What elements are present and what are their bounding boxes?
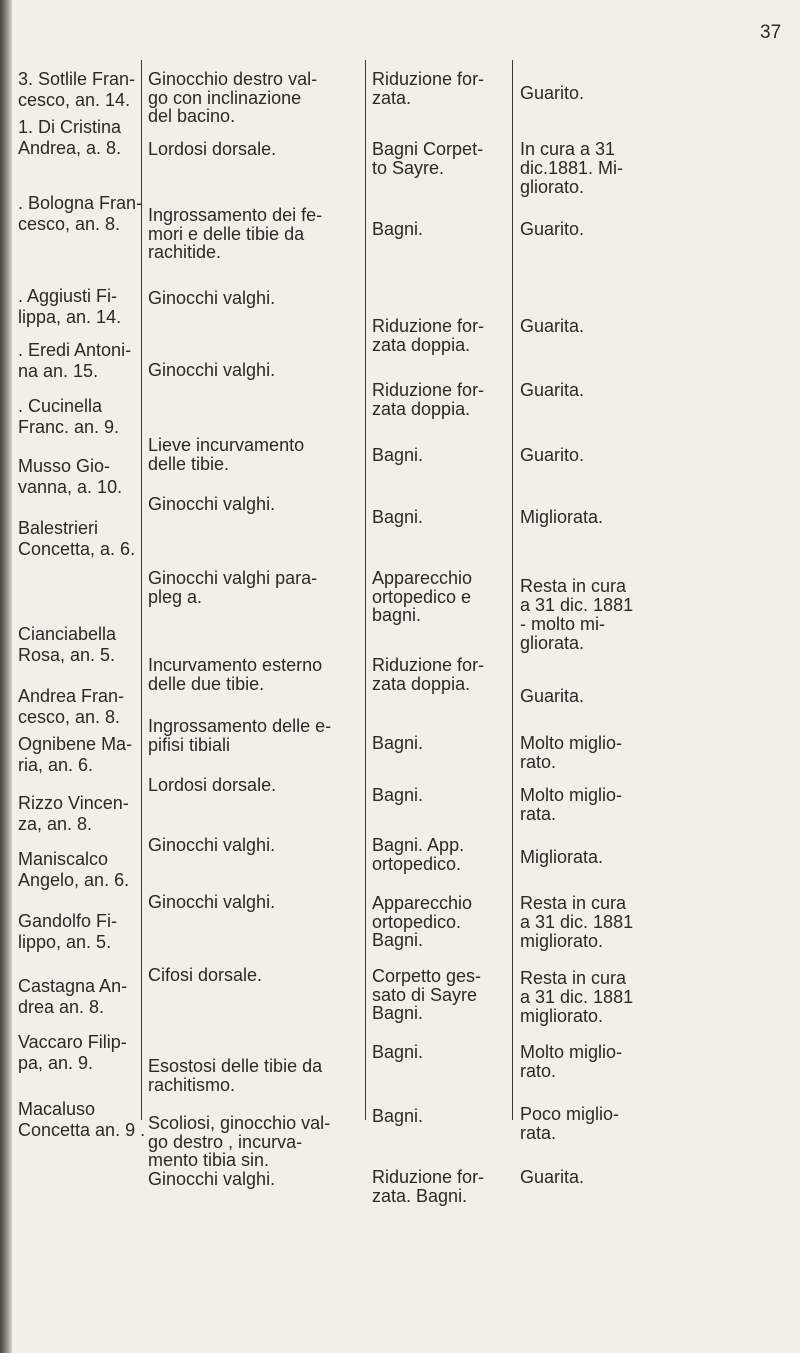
outcome-text: Migliorata. [520,847,604,867]
outcome-text: a 31 dic. 1881 [520,987,634,1007]
patient-text: . Cucinella [18,396,103,416]
outcome-text: a 31 dic. 1881 [520,595,634,615]
patient-text: Maniscalco [18,849,109,869]
diagnosis-text: pifisi tibiali [148,734,231,755]
treatment-text: Bagni. [372,1003,424,1023]
outcome-text: rato. [520,1061,557,1081]
patient-text: lippo, an. 5. [18,931,112,952]
diagnosis-text: rachitide. [148,242,222,262]
patient-text: vanna, a. 10. [18,476,123,497]
treatment-text: Bagni. [372,930,424,950]
patient-text: . Aggiusti Fi- [18,286,118,306]
outcome-text: Guarito. [520,445,585,465]
treatment-text: Bagni. [372,507,424,527]
treatment-text: Riduzione for- [372,380,485,400]
patient-text: Macaluso [18,1099,96,1119]
page-number: 37 [760,22,782,43]
treatment-text: Apparecchio [372,568,473,588]
diagnosis-text: go destro , incurva- [148,1131,303,1152]
diagnosis-text: Scoliosi, ginocchio val- [148,1113,331,1133]
patient-text: . Eredi Antoni- [18,340,132,360]
patient-text: Rosa, an. 5. [18,644,116,665]
patient-text: ria, an. 6. [18,754,94,775]
outcome-text: a 31 dic. 1881 [520,912,634,932]
treatment-text: ortopedico. [372,911,462,932]
patient-text: Vaccaro Filip- [18,1032,127,1052]
diagnosis-text: Lordosi dorsale. [148,775,277,795]
treatment-text: Riduzione for- [372,1167,485,1187]
treatment-text: Bagni Corpet- [372,139,484,159]
treatment-text: zata doppia. [372,673,471,694]
treatment-text: Bagni. [372,785,424,805]
treatment-text: Riduzione for- [372,655,485,675]
patient-text: . Bologna Fran- [18,193,143,213]
diagnosis-text: Ginocchi valghi. [148,288,276,308]
patient-text: cesco, an. 14. [18,89,131,110]
diagnosis-text: Cifosi dorsale. [148,965,263,985]
outcome-text: Guarita. [520,316,585,336]
patient-text: Franc. an. 9. [18,416,120,437]
outcome-text: Resta in cura [520,893,627,913]
patient-text: lippa, an. 14. [18,306,122,327]
patient-text: Concetta an. 9 . [18,1119,146,1140]
outcome-text: Resta in cura [520,968,627,988]
treatment-text: Bagni. App. [372,835,465,855]
outcome-text: In cura a 31 [520,139,616,159]
diagnosis-text: Lieve incurvamento [148,435,305,455]
patient-text: Castagna An- [18,976,128,996]
outcome-text: dic.1881. Mi- [520,158,624,178]
diagnosis-text: Incurvamento esterno [148,655,323,675]
treatment-text: sato di Sayre [372,984,478,1005]
patient-text: Gandolfo Fi- [18,911,118,931]
patient-text: na an. 15. [18,360,99,381]
outcome-text: Guarita. [520,686,585,706]
outcome-text: Guarita. [520,380,585,400]
patient-text: Andrea Fran- [18,686,125,706]
outcome-text: Molto miglio- [520,785,623,805]
column-rule [365,60,366,1120]
diagnosis-text: Ginocchi valghi para- [148,568,318,588]
diagnosis-text: Ingrossamento dei fe- [148,205,323,225]
patient-text: cesco, an. 8. [18,706,121,727]
treatment-text: to Sayre. [372,157,445,178]
patient-text: Andrea, a. 8. [18,137,122,158]
diagnosis-text: delle due tibie. [148,673,265,694]
patient-text: 3. Sotlile Fran- [18,69,136,89]
patient-text: Ognibene Ma- [18,734,133,754]
patient-text: cesco, an. 8. [18,213,121,234]
treatment-text: ortopedico e [372,586,472,607]
diagnosis-text: Ingrossamento delle e- [148,716,332,736]
outcome-text: rata. [520,1123,557,1143]
diagnosis-text: go con inclinazione [148,87,302,108]
outcome-text: - molto mi- [520,614,605,634]
outcome-text: gliorato. [520,177,585,197]
patient-text: Concetta, a. 6. [18,538,136,559]
outcome-text: Migliorata. [520,507,604,527]
patient-text: Cianciabella [18,624,117,644]
diagnosis-text: Lordosi dorsale. [148,139,277,159]
treatment-text: Bagni. [372,445,424,465]
outcome-text: Guarito. [520,83,585,103]
diagnosis-text: delle tibie. [148,453,230,474]
treatment-text: Riduzione for- [372,316,485,336]
treatment-text: zata. Bagni. [372,1185,468,1206]
treatment-text: Bagni. [372,1042,424,1062]
treatment-text: Corpetto ges- [372,966,482,986]
treatment-text: zata doppia. [372,334,471,355]
patient-text: 1. Di Cristina [18,117,122,137]
outcome-text: Molto miglio- [520,733,623,753]
patient-text: Balestrieri [18,518,99,538]
outcome-text: Guarita. [520,1167,585,1187]
patient-text: Musso Gio- [18,456,111,476]
patient-text: za, an. 8. [18,813,93,834]
outcome-text: Molto miglio- [520,1042,623,1062]
diagnosis-text: Ginocchi valghi. [148,835,276,855]
outcome-text: rato. [520,752,557,772]
diagnosis-text: mento tibia sin. [148,1150,270,1170]
outcome-text: Guarito. [520,219,585,239]
outcome-text: Resta in cura [520,576,627,596]
diagnosis-text: Ginocchi valghi. [148,892,276,912]
treatment-text: zata doppia. [372,398,471,419]
outcome-text: migliorato. [520,931,604,951]
treatment-text: ortopedico. [372,853,462,874]
diagnosis-text: Ginocchi valghi. [148,494,276,514]
treatment-text: Apparecchio [372,893,473,913]
diagnosis-text: Ginocchi valghi. [148,1168,276,1189]
treatment-text: Bagni. [372,219,424,239]
treatment-text: Bagni. [372,1106,424,1126]
treatment-text: Riduzione for- [372,69,485,89]
diagnosis-text: mori e delle tibie da [148,223,305,244]
outcome-text: migliorato. [520,1006,604,1026]
treatment-text: bagni. [372,605,422,625]
treatment-text: zata. [372,87,412,108]
diagnosis-text: del bacino. [148,106,236,126]
patient-text: Angelo, an. 6. [18,869,130,890]
treatment-text: Bagni. [372,733,424,753]
diagnosis-text: rachitismo. [148,1074,236,1095]
patient-text: Rizzo Vincen- [18,793,129,813]
diagnosis-text: pleg a. [148,586,203,607]
diagnosis-text: Ginocchio destro val- [148,69,318,89]
outcome-text: Poco miglio- [520,1104,620,1124]
column-rule [141,60,142,1120]
patient-text: drea an. 8. [18,996,105,1017]
diagnosis-text: Esostosi delle tibie da [148,1056,323,1076]
outcome-text: gliorata. [520,633,585,653]
patient-text: pa, an. 9. [18,1052,94,1073]
diagnosis-text: Ginocchi valghi. [148,360,276,380]
column-rule [512,60,513,1120]
outcome-text: rata. [520,804,557,824]
book-binding-shadow [0,0,12,1353]
